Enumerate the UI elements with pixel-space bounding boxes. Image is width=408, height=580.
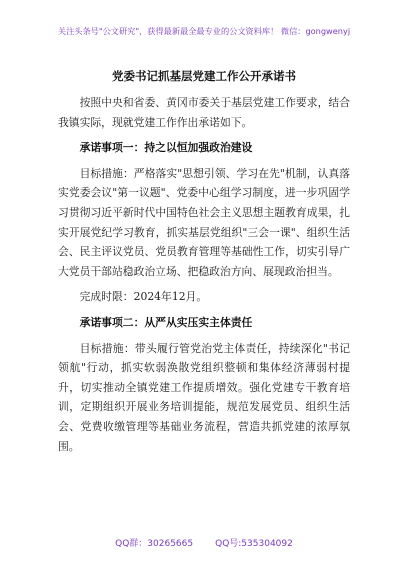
footer-qq-number: QQ号:535304092 — [215, 539, 293, 549]
section-2-measures: 目标措施：带头履行管党治党主体责任，持续深化"书记领航"行动，抓实软弱涣散党组织整顿和集体经济薄弱村提升，切实推动全镇党建工作提质增效。强化党建专干教育培训，定期组织开展业务培训提能，规范发展党员、组织生活会、党费收缴管理等基础业务流程，营造共抓党建的浓厚氛围。 — [58, 341, 350, 453]
section-2-heading: 承诺事项二：从严从实压实主体责任 — [79, 315, 253, 329]
footer-contact — [0, 536, 408, 549]
section-1-measures: 目标措施：严格落实"思想引领、学习在先"机制，认真落实党委会议"第一议题"、党委中心组学习制度，进一步巩固学习贯彻习近平新时代中国特色社会主义思想主题教育成果，扎实开展党纪学习教育，抓实基层党组织"三会一课"、组织生活会、民主评议党员、党员教育管理等基础性工作，切实引导广大党员干部站稳政治立场、把稳政治方向、展现政治担当。 — [58, 166, 350, 278]
header-banner: 关注头条号"公文研究"，获得最新最全最专业的公文资料库！ 微信：gongwenyj — [57, 26, 351, 36]
section-1-heading: 承诺事项一：持之以恒加强政治建设 — [79, 141, 253, 155]
intro-paragraph: 按照中央和省委、黄冈市委关于基层党建工作要求，结合我镇实际，现就党建工作作出承诺如下。 — [58, 96, 350, 129]
document-title: 党委书记抓基层党建工作公开承诺书 — [112, 69, 296, 83]
document-body — [58, 93, 350, 462]
footer-qq-group: QQ群：30265665 — [115, 539, 194, 549]
section-1-deadline: 完成时限：2024年12月。 — [79, 290, 208, 304]
